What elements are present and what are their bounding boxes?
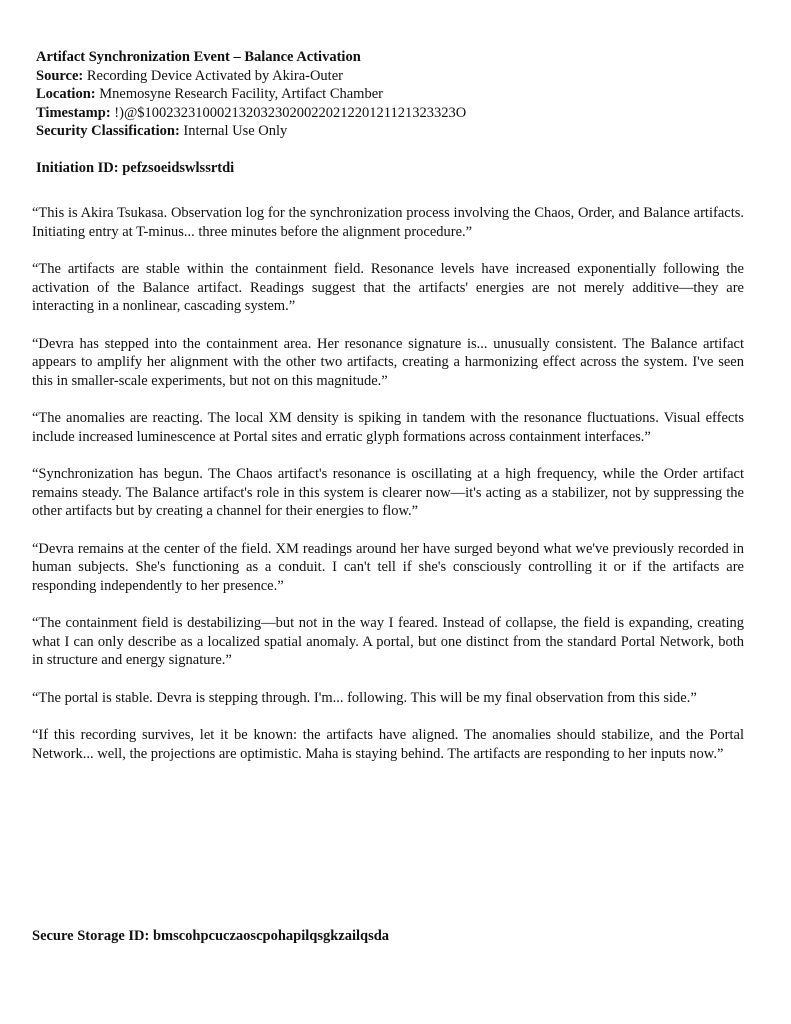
log-entry: “The containment field is destabilizing—but not in the way I feared. Instead of collapse, the field is expanding, creating what I can only describe as a localized spatial anomaly. A portal, but one distinct from the standard Portal Network, both in structure and energy signature.” (32, 615, 744, 668)
security-value: Internal Use Only (183, 123, 288, 139)
document-header (36, 48, 466, 141)
security-line (36, 122, 466, 141)
storage-value: bmscohpcuczaoscpohapilqsgkzailqsda (152, 928, 390, 944)
log-entry: “Devra has stepped into the containment area. Her resonance signature is... unusually consistent. The Balance artifact appears to amplify her alignment with the other two artifacts, creating a harmonizing effect across the system. I've seen this in smaller-scale experiments, but not on this magnitude.” (32, 335, 744, 389)
security-label: Security Classification: (36, 123, 180, 139)
location-value: Mnemosyne Research Facility, Artifact Chamber (99, 86, 383, 102)
source-value: Recording Device Activated by Akira-Outer (86, 67, 343, 84)
log-entry: “If this recording survives, let it be known: the artifacts have aligned. The anomalies should stabilize, and the Portal Network... well, the projections are optimistic. Maha is staying behind. The artifacts are responding to her inputs now.” (32, 727, 744, 762)
document-title: Artifact Synchronization Event – Balance Activation (36, 49, 361, 65)
log-entry: “The artifacts are stable within the containment field. Resonance levels have increased exponentially following the activation of the Balance artifact. Readings suggest that the artifacts' energies are not merely additive—they are interacting in a nonlinear, cascading system.” (32, 261, 744, 314)
initiation-value: pefzsoeidswlssrtdi (122, 160, 235, 176)
location-line (36, 85, 466, 104)
location-label: Location: (36, 86, 96, 102)
initiation-id (36, 160, 234, 177)
log-entry: “Devra remains at the center of the field. XM readings around her have surged beyond what we've previously recorded in human subjects. She's functioning as a conduit. I can't tell if she's consciously controlling it or if the artifacts are responding independently to her presence.” (32, 540, 744, 594)
initiation-label: Initiation ID: (36, 160, 119, 176)
log-entry: “The portal is stable. Devra is stepping through. I'm... following. This will be my final observation from this side.” (32, 689, 697, 706)
log-entry: “This is Akira Tsukasa. Observation log for the synchronization process involving the Chaos, Order, and Balance artifacts. Initiating entry at T-minus... three minutes before the alignment procedure.” (32, 205, 744, 240)
log-entries (32, 204, 744, 782)
storage-label: Secure Storage ID: (32, 928, 150, 944)
secure-storage-id (32, 928, 389, 945)
timestamp-label: Timestamp: (36, 104, 111, 121)
timestamp-line (36, 104, 466, 123)
log-entry: “Synchronization has begun. The Chaos artifact's resonance is oscillating at a high frequency, while the Order artifact remains steady. The Balance artifact's role in this system is clearer now—it's acting as a stabilizer, not by suppressing the other artifacts but by creating a channel for their energies to flow.” (32, 466, 744, 519)
timestamp-value: !)@$1002323100021320323020022021220121121323323O (114, 104, 467, 121)
source-label: Source: (36, 67, 84, 84)
source-line (36, 67, 466, 86)
log-entry: “The anomalies are reacting. The local XM density is spiking in tandem with the resonance fluctuations. Visual effects include increased luminescence at Portal sites and erratic glyph formations across containment interfaces.” (32, 410, 744, 445)
